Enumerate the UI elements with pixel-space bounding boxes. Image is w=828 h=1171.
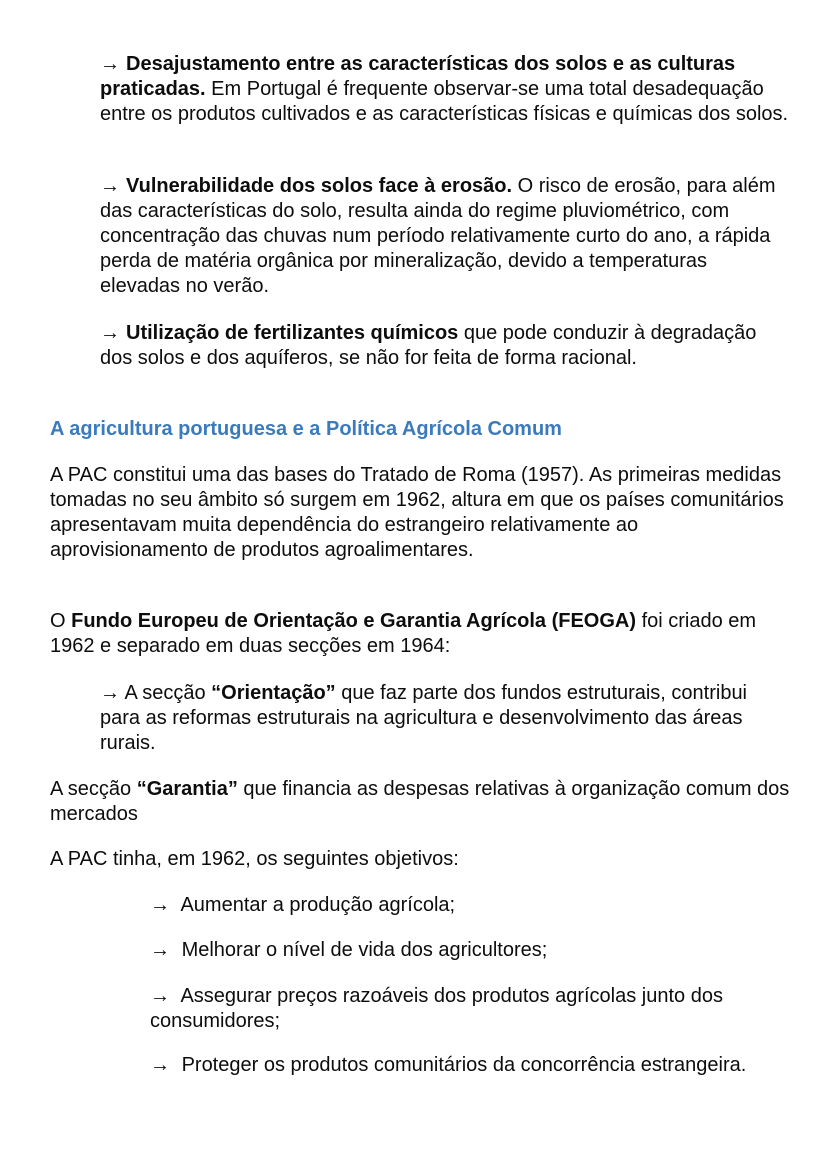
objective-item [150,984,770,1034]
pac-intro-paragraph: A PAC constitui uma das bases do Tratado de Roma (1957). As primeiras medidas tomadas no seu âmbito só surgem em 1962, altura em que os países comunitários apresentavam muita dependência do estrangeiro relativamente ao aprovisionamento de produtos agroalimentares. [50,464,784,561]
section-heading: A agricultura portuguesa e a Política Agrícola Comum [50,418,562,440]
arrow-icon: → [150,985,170,1007]
arrow-icon: → [150,939,170,961]
problem-title: Vulnerabilidade dos solos face à erosão. [126,175,513,197]
orientacao-label: “Orientação” [211,682,336,704]
garantia-paragraph [50,777,790,827]
problem-text: O risco de erosão, para além das características do solo, resulta ainda do regime pluviométrico, com concentração das chuvas num período relativamente curto do ano, a rápida perda de matéria orgânica por mineralização, devido a temperaturas elevadas no verão. [100,175,776,297]
problem-title: Utilização de fertilizantes químicos [126,322,459,344]
orientacao-text: que faz parte dos fundos estruturais, contribui para as reformas estruturais na agricultura e desenvolvimento das áreas rurais. [100,682,748,754]
objective-item [150,938,770,963]
garantia-text: que financia as despesas relativas à organização comum dos mercados [50,778,790,825]
feoga-prefix: O [50,610,72,632]
orientacao-prefix: A secção [120,682,212,704]
objectives-intro: A PAC tinha, em 1962, os seguintes objetivos: [50,848,459,870]
objective-text: Aumentar a produção agrícola; [180,894,456,916]
garantia-label: “Garantia” [136,778,238,800]
objective-text: Melhorar o nível de vida dos agricultores; [181,939,548,961]
feoga-name: Fundo Europeu de Orientação e Garantia Agrícola (FEOGA) [71,610,637,632]
feoga-paragraph [50,609,790,659]
problem-text: Em Portugal é frequente observar-se uma total desadequação entre os produtos cultivados e as características físicas e químicas dos solos. [100,78,789,125]
objective-item [150,893,770,918]
arrow-icon: → [100,682,120,704]
problem-title: Desajustamento entre as características dos solos e as culturas praticadas. [100,53,736,100]
arrow-icon: → [100,175,120,197]
objective-text: Assegurar preços razoáveis dos produtos agrícolas junto dos consumidores; [150,985,723,1032]
problem-text: que pode conduzir à degradação dos solos e dos aquíferos, se não for feita de forma racional. [100,322,757,369]
arrow-icon: → [100,322,120,344]
problem-fertilizers [100,321,790,371]
objective-text: Proteger os produtos comunitários da concorrência estrangeira. [181,1054,747,1076]
feoga-text: foi criado em 1962 e separado em duas secções em 1964: [50,610,757,657]
orientacao-paragraph [100,681,790,756]
problem-soil-mismatch [100,52,790,127]
problem-erosion [100,174,790,299]
garantia-prefix: A secção [50,778,137,800]
arrow-icon: → [100,53,120,75]
arrow-icon: → [150,894,170,916]
arrow-icon: → [150,1054,170,1076]
objective-item [150,1053,770,1078]
